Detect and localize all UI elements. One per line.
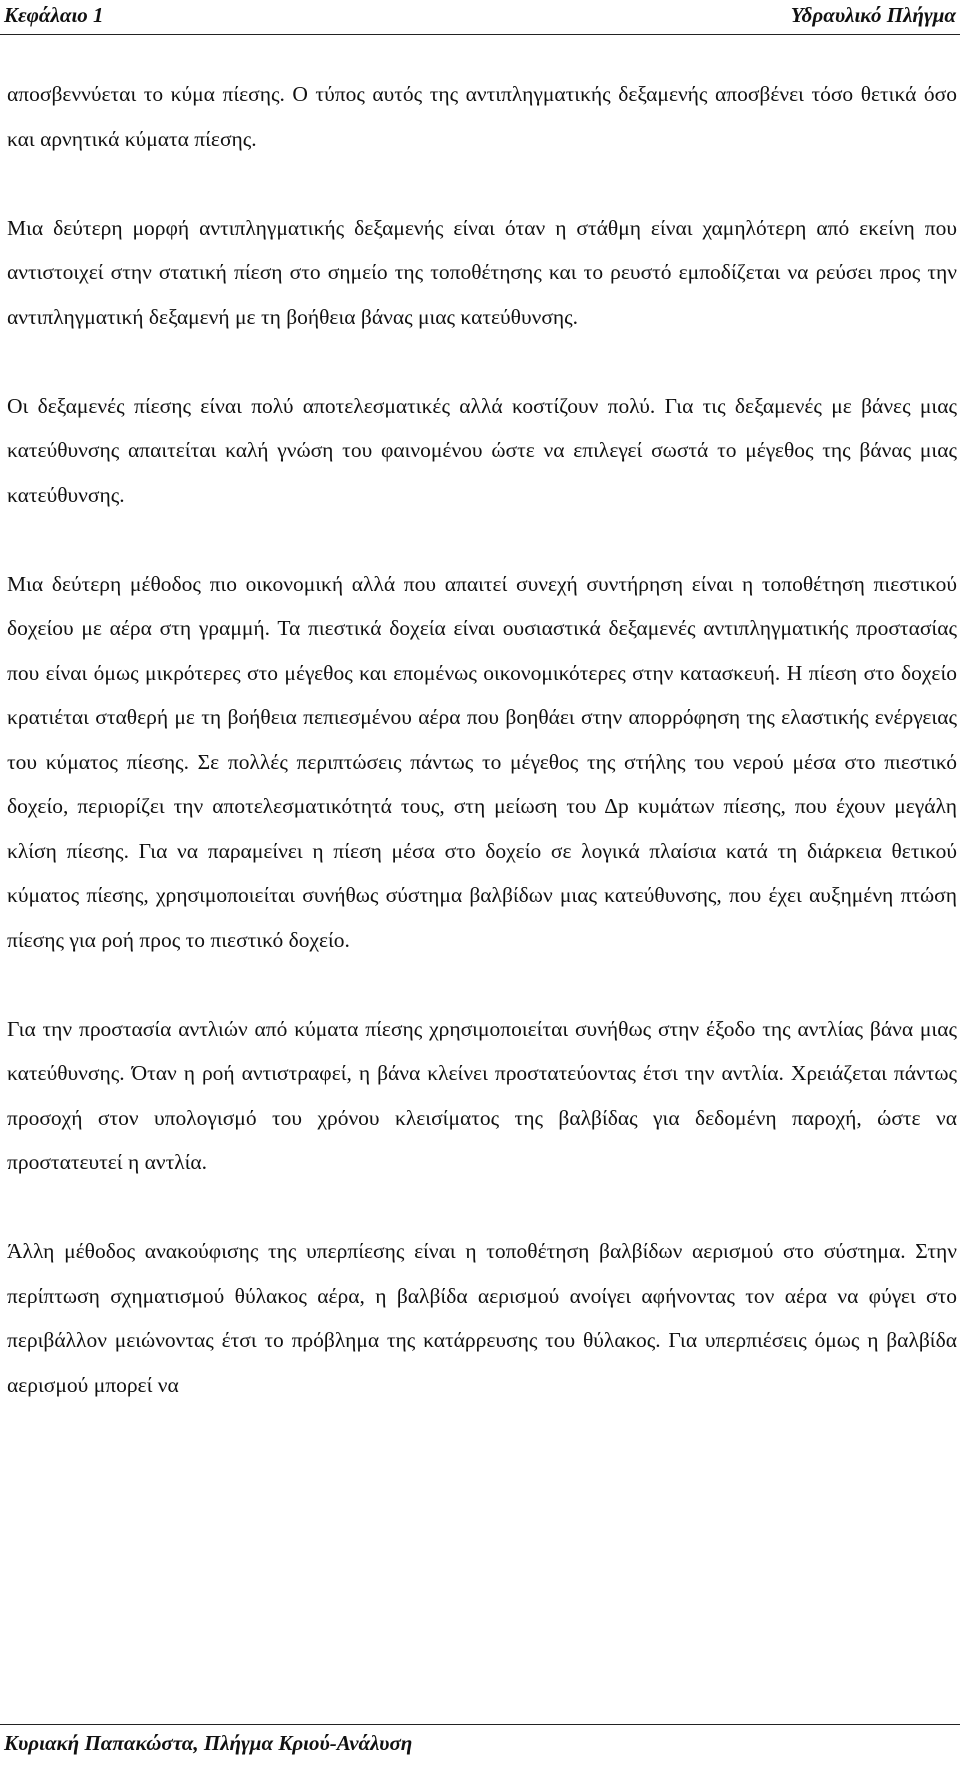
paragraph-pressure-vessel: Μια δεύτερη μέθοδος πιο οικονομική αλλά που απαιτεί συνεχή συντήρηση είναι η τοποθέτηση πιεστικού δοχείου με αέρα στη γραμμή. Τα πιεστικά δοχεία είναι ουσιαστικά δεξαμενές αντιπληγματικής προστασίας που είναι όμως μικρότερες στο μέγεθος και επομένως οικονομικότερες στην κατασκευή. Η πίεση στο δοχείο κρατιέται σταθερή με τη βοήθεια πεπιεσμένου αέρα που βοηθάει στην απορρόφηση της ελαστικής ενέργειας του κύματος πίεσης. Σε πολλές περιπτώσεις πάντως το μέγεθος της στήλης του νερού μέσα στο πιεστικό δοχείο, περιορίζει την αποτελεσματικότητά τους, στη μείωση του Δp κυμάτων πίεσης, που έχουν μεγάλη κλίση πίεσης. Για να παραμείνει η πίεση μέσα στο δοχείο σε λογικά πλαίσια κατά τη διάρκεια θετικού κύματος πίεσης, χρησιμοποιείται συνήθως σύστημα βαλβίδων μιας κατεύθυνσης, που έχει αυξημένη πτώση πίεσης για ροή προς το πιεστικό δοχείο.	[7, 571, 957, 952]
page-header	[0, 0, 960, 35]
page-body	[7, 72, 957, 1407]
paragraph-air-valves: Άλλη μέθοδος ανακούφισης της υπερπίεσης είναι η τοποθέτηση βαλβίδων αερισμού στο σύστημα. Στην περίπτωση σχηματισμού θύλακος αέρα, η βαλβίδα αερισμού ανοίγει αφήνοντας τον αέρα να φύγει στο περιβάλλον μειώνοντας έτσι το πρόβλημα της κατάρρευσης του θύλακος. Για υπερπιέσεις όμως η βαλβίδα αερισμού μπορεί να	[7, 1239, 957, 1397]
page-footer	[0, 1724, 960, 1755]
topic-label: Υδραυλικό Πλήγμα	[790, 3, 956, 27]
paragraph-second-tank-form: Μια δεύτερη μορφή αντιπληγματικής δεξαμενής είναι όταν η στάθμη είναι χαμηλότερη από εκείνη που αντιστοιχεί στην στατική πίεση στο σημείο της τοποθέτησης και το ρευστό εμποδίζεται να ρεύσει προς την αντιπληγματική δεξαμενή με τη βοήθεια βάνας μιας κατεύθυνσης.	[7, 215, 957, 329]
paragraph-continuation: αποσβεννύεται το κύμα πίεσης. Ο τύπος αυτός της αντιπληγματικής δεξαμενής αποσβένει τόσο θετικά όσο και αρνητικά κύματα πίεσης.	[7, 82, 957, 151]
paragraph-pressure-tanks: Οι δεξαμενές πίεσης είναι πολύ αποτελεσματικές αλλά κοστίζουν πολύ. Για τις δεξαμενές με βάνες μιας κατεύθυνσης απαιτείται καλή γνώση του φαινομένου ώστε να επιλεγεί σωστά το μέγεθος της βάνας μιας κατεύθυνσης.	[7, 393, 957, 507]
footer-author: Κυριακή Παπακώστα, Πλήγμα Κριού-Ανάλυση	[4, 1731, 413, 1755]
chapter-label: Κεφάλαιο 1	[4, 3, 104, 27]
paragraph-pump-protection: Για την προστασία αντλιών από κύματα πίεσης χρησιμοποιείται συνήθως στην έξοδο της αντλίας βάνα μιας κατεύθυνσης. Όταν η ροή αντιστραφεί, η βάνα κλείνει προστατεύοντας έτσι την αντλία. Χρειάζεται πάντως προσοχή στον υπολογισμό του χρόνου κλεισίματος της βαλβίδας για δεδομένη παροχή, ώστε να προστατευτεί η αντλία.	[7, 1016, 957, 1174]
